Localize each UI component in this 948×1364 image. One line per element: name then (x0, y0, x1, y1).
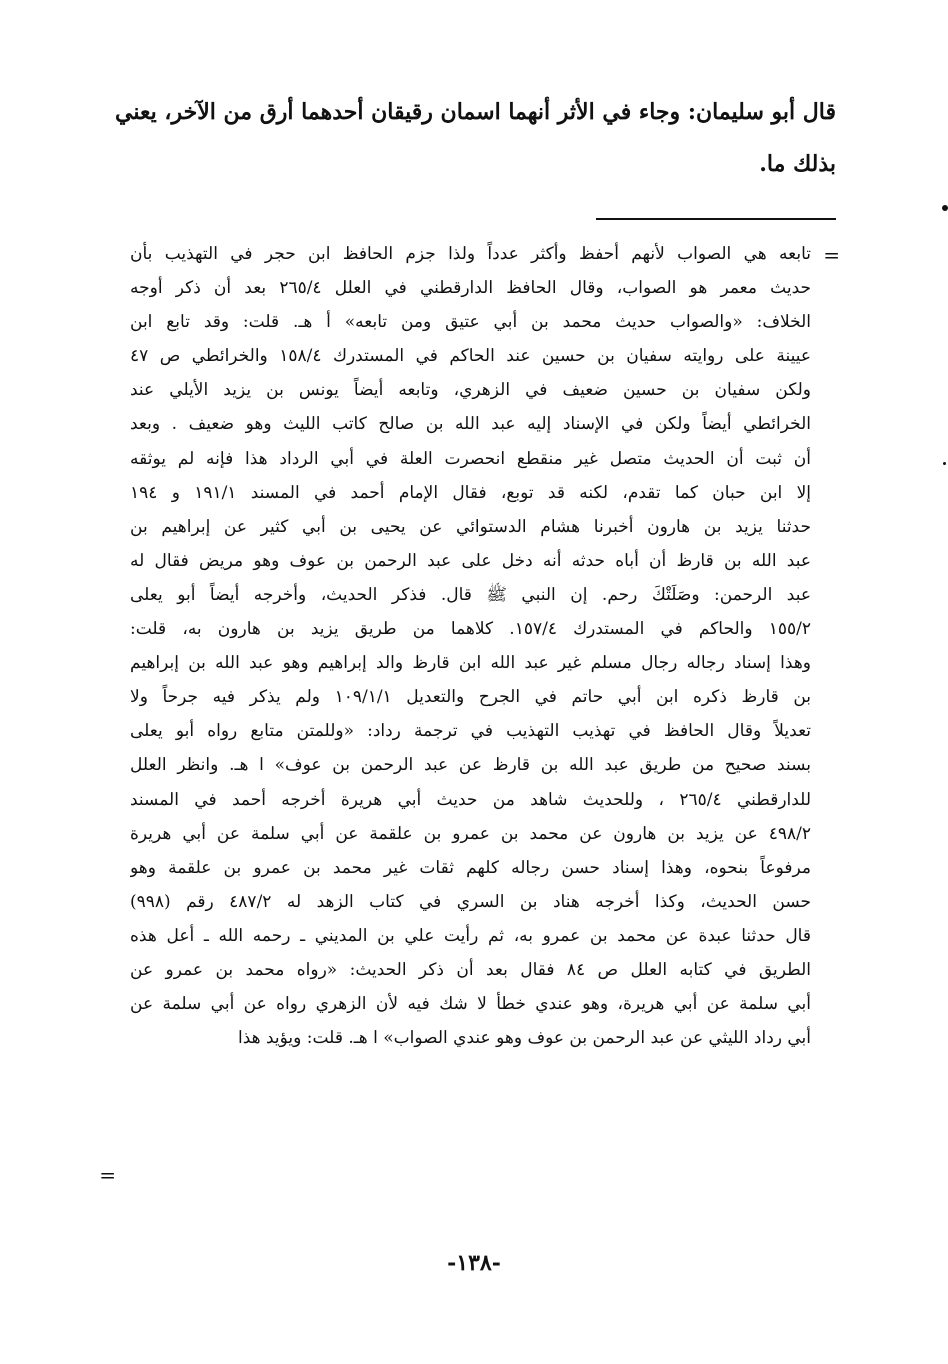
footnote-line: تابعه هي الصواب لأنهم أحفظ وأكثر عدداً ولذا جزم الحافظ ابن حجر في التهذيب بأن (130, 244, 811, 264)
footnote-line: أبي رداد الليثي عن عبد الرحمن بن عوف وهو عندي الصواب» ا هـ. قلت: ويؤيد هذا (237, 1028, 811, 1049)
footnote-line: ٤٩٨/٢ عن يزيد بن هارون عن محمد بن عمرو بن علقمة عن أبي سلمة عن أبي هريرة (130, 823, 811, 844)
footnote-line: ١٥٥/٢ والحاكم في المستدرك ١٥٧/٤. كلاهما من طريق يزيد بن هارون به، قلت: (130, 619, 811, 640)
footnote-line: حسن الحديث، وكذا أخرجه هناد بن السري في كتاب الزهد له ٤٨٧/٢ رقم (٩٩٨) (130, 891, 811, 912)
footnote-separator (596, 218, 836, 220)
footnote-line: أبي سلمة عن أبي هريرة، وهو عندي خطأ لا شك فيه لأن الزهري رواه عن أبي سلمة عن (130, 994, 811, 1015)
footnote-continuation-marker-start: = (823, 243, 840, 267)
page-number: -١٣٨- (447, 1250, 501, 1276)
main-line: قال أبو سليمان: وجاء في الأثر أنهما اسمان رقيقان أحدهما أرق من الآخر، يعني (115, 99, 836, 125)
footnote-block (130, 237, 811, 1055)
footnote-line: عبد الرحمن: وصَلَتْكَ رحم. إن النبي ﷺ قال. فذكر الحديث، وأخرجه أيضاً أبو يعلى (130, 584, 811, 605)
footnote-line: مرفوعاً بنحوه، وهذا إسناد حسن رجاله كلهم ثقات غير محمد بن عمرو بن علقمة وهو (130, 857, 811, 878)
footnote-continuation-marker-end: = (99, 1163, 116, 1187)
footnote-line: ولكن سفيان بن حسين ضعيف في الزهري، وتابعه أيضاً يونس بن يزيد الأيلي عند (130, 380, 811, 401)
scan-speck (943, 462, 946, 465)
footnote-line: تعديلاً وقال الحافظ في تهذيب التهذيب في ترجمة رداد: «وللمتن متابع رواه أبو يعلى (130, 721, 811, 742)
footnote-line: الطريق في كتابه العلل ص ٨٤ فقال بعد أن ذكر الحديث: «رواه محمد بن عمرو عن (130, 959, 811, 980)
footnote-line: حديث معمر هو الصواب، وقال الحافظ الدارقطني في العلل ٢٦٥/٤ بعد أن ذكر أوجه (130, 278, 811, 299)
footnote-line: الخلاف: «والصواب حديث محمد بن أبي عتيق ومن تابعه» أ هـ. قلت: وقد تابع ابن (130, 312, 811, 333)
footnote-line: للدارقطني ٢٦٥/٤ ، وللحديث شاهد من حديث أبي هريرة أخرجه أحمد في المسند (130, 789, 811, 810)
main-line: بذلك ما. (759, 151, 836, 177)
footnote-line: بن قارظ ذكره ابن أبي حاتم في الجرح والتعديل ١٠٩/١/١ ولم يذكر فيه جرحاً ولا (130, 687, 811, 708)
footnote-line: قال حدثنا عبدة عن محمد بن عمرو به، ثم رأيت علي بن المديني ـ رحمه الله ـ أعل هذه (130, 925, 811, 946)
scan-speck (942, 205, 948, 211)
footnote-line: حدثنا يزيد بن هارون أخبرنا هشام الدستوائي عن يحيى بن أبي كثير عن إبراهيم بن (130, 516, 811, 537)
footnote-line: الخرائطي أيضاً ولكن في الإسناد إليه عبد الله بن صالح كاتب الليث وهو ضعيف . وبعد (130, 414, 811, 435)
footnote-line: عيينة على روايته سفيان بن حسين عند الحاكم في المستدرك ١٥٨/٤ والخرائطي ص ٤٧ (130, 346, 811, 367)
footnote-line: أن ثبت أن الحديث متصل غير منقطع انحصرت العلة في أبي الرداد هذا فإنه لم يوثقه (130, 448, 811, 469)
footnote-line: عبد الله بن قارظ أن أباه حدثه أنه دخل على عبد الرحمن بن عوف وهو مريض فقال له (130, 550, 811, 571)
footnote-line: إلا ابن حبان كما تقدم، لكنه قد توبع، فقال الإمام أحمد في المسند ١٩١/١ و ١٩٤ (130, 482, 811, 503)
footnote-line: بسند صحيح من طريق عبد الله بن قارظ عن عبد الرحمن بن عوف» ا هـ. وانظر العلل (130, 755, 811, 776)
footnote-line: وهذا إسناد رجاله رجال مسلم غير عبد الله ابن قارظ والد إبراهيم وهو عبد الله بن إبراهيم (130, 653, 811, 674)
main-paragraph (115, 86, 836, 190)
